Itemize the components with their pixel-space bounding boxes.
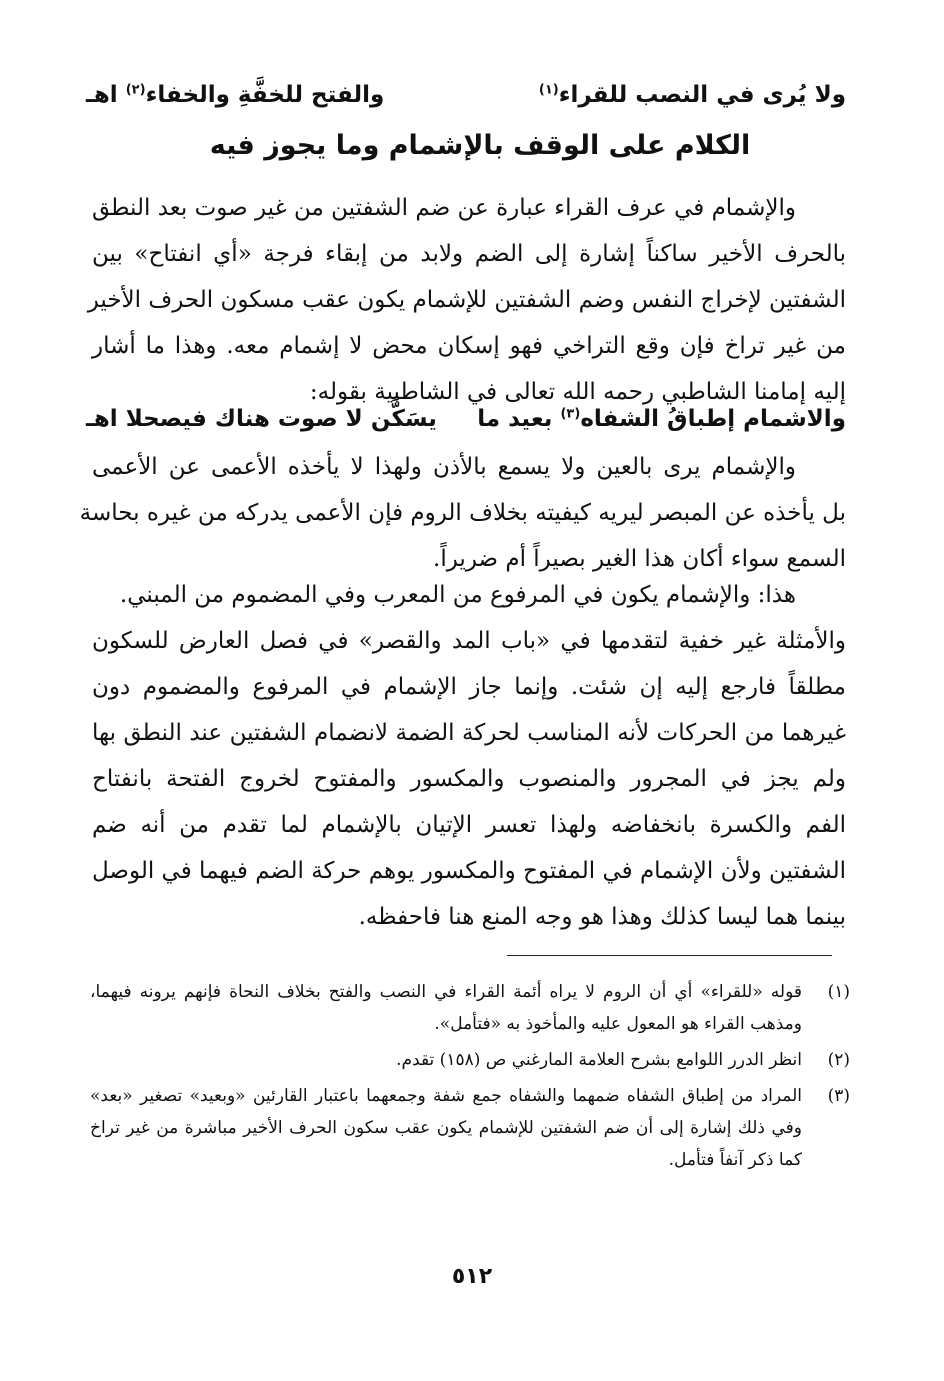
verse-1-left-text: والفتح للخفَّةِ والخفاء <box>145 82 385 108</box>
footnote-text: المراد من إطباق الشفاه ضمهما والشفاه جمع شفة وجمعهما باعتبار القارئين «وبعيد» تصغير «بعد» وفي ذلك إشارة إلى أن ضم الشفتين للإشمام يكون عقب سكون الحرف الأخير مباشرة من غير تراخ كما ذكر آنفاً فتأمل. <box>90 1086 802 1170</box>
paragraph-1 <box>87 185 846 415</box>
section-heading: الكلام على الوقف بالإشمام وما يجوز فيه <box>209 130 751 161</box>
verse-2-right-end: بعيد ما <box>477 406 553 432</box>
footnote-number: (٢) <box>827 1050 850 1070</box>
footnote-number: (٣) <box>827 1086 850 1106</box>
footnotes <box>90 976 850 1180</box>
verse-line-1-right <box>539 82 846 108</box>
footnote-ref-1: (١) <box>538 82 559 98</box>
paragraph-line: هذا: والإشمام يكون في المرفوع من المعرب وفي المضموم من المبني. <box>119 582 796 608</box>
footnote-text: انظر الدرر اللوامع بشرح العلامة المارغني ص (١٥٨) تقدم. <box>396 1050 802 1070</box>
footnote-3 <box>90 1080 850 1176</box>
paragraph-line: غيرهما من الحركات لأنه المناسب لحركة الضمة لانضمام الشفتين عند النطق بها <box>92 720 846 746</box>
paragraph-line: بل يأخذه عن المبصر ليريه كيفيته بخلاف الروم فإن الأعمى يدركه من غيره بحاسة <box>79 500 846 526</box>
paragraph-line: الشفتين لإخراج النفس وضم الشفتين للإشمام يكون عقب مسكون الحرف الأخير <box>87 287 846 313</box>
verse-1-right-text: ولا يُرى في النصب للقراء <box>558 82 846 108</box>
verse-line-2-left <box>86 406 437 432</box>
paragraph-2 <box>79 444 846 582</box>
verse-line-2-right <box>477 406 846 432</box>
paragraph-3 <box>92 572 846 940</box>
paragraph-line: بالحرف الأخير ساكناً إشارة إلى الضم ولابد من إبقاء فرجة «أي انفتاح» بين <box>92 241 846 267</box>
paragraph-line: الشفتين ولأن الإشمام في المفتوح والمكسور يوهم حركة الضم فيهما في الوصل <box>92 858 846 884</box>
paragraph-line: والأمثلة غير خفية لتقدمها في «باب المد والقصر» في فصل العارض للسكون <box>92 628 846 654</box>
paragraph-line: ولم يجز في المجرور والمنصوب والمكسور والمفتوح لخروج الفتحة بانفتاح <box>92 766 846 792</box>
page-number: ٥١٢ <box>451 1264 493 1289</box>
paragraph-line: بينما هما ليسا كذلك وهذا هو وجه المنع هنا فاحفظه. <box>358 904 846 930</box>
verse-line-1-left <box>86 82 384 108</box>
paragraph-line: الفم والكسرة بانخفاضه ولهذا تعسر الإتيان بالإشمام لما تقدم من أنه ضم <box>92 812 846 838</box>
verse-1-end-mark: اهـ <box>86 82 118 108</box>
footnote-ref-3: (٣) <box>560 406 581 422</box>
paragraph-line: من غير تراخ فإن وقع التراخي فهو إسكان محض لا إشمام معه. وهذا ما أشار <box>92 333 846 359</box>
footnote-divider <box>507 955 832 956</box>
verse-2-right-text: والاشمام إطباقُ الشفاه <box>580 406 846 432</box>
footnote-1 <box>90 976 850 1040</box>
paragraph-line: والإشمام يرى بالعين ولا يسمع بالأذن ولهذا لا يأخذه الأعمى عن الأعمى <box>92 454 796 480</box>
paragraph-line: إليه إمامنا الشاطبي رحمه الله تعالى في الشاطبية بقوله: <box>309 379 846 405</box>
footnote-2 <box>90 1044 850 1076</box>
footnote-ref-2: (٢) <box>125 82 146 98</box>
footnote-text: قوله «للقراء» أي أن الروم لا يراه أئمة القراء في النصب والفتح بخلاف النحاة فإنهم يرونه فيهما، ومذهب القراء هو المعول عليه والمأخوذ به «فتأمل». <box>90 982 802 1034</box>
paragraph-line: مطلقاً فارجع إليه إن شئت. وإنما جاز الإشمام في المرفوع والمضموم دون <box>92 674 846 700</box>
paragraph-line: السمع سواء أكان هذا الغير بصيراً أم ضريراً. <box>433 546 846 572</box>
footnote-number: (١) <box>827 982 850 1002</box>
paragraph-line: والإشمام في عرف القراء عبارة عن ضم الشفتين من غير صوت بعد النطق <box>92 195 796 221</box>
verse-2-left-text: يسَكَّن لا صوت هناك فيصحلا اهـ <box>86 406 437 432</box>
